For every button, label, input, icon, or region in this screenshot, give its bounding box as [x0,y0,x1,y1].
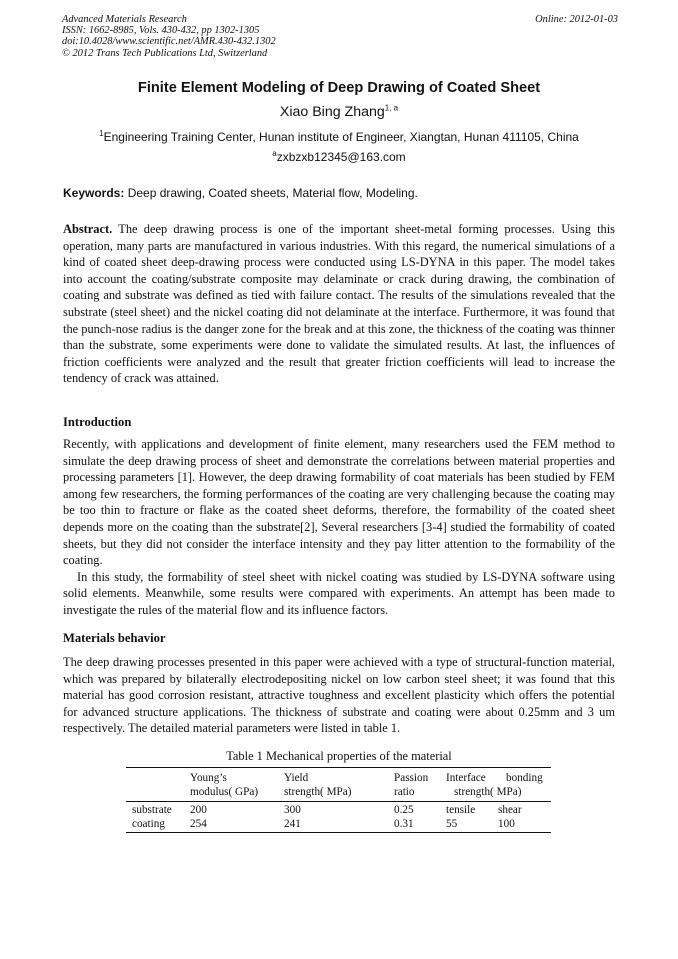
author-superscript: 1, a [384,103,399,113]
introduction-heading: Introduction [63,415,132,429]
materials-body [63,654,615,737]
header-bonding-2: strength( MPa) [454,786,522,799]
table-row [126,803,551,817]
table-row [126,817,551,831]
row-youngs: 200 [190,804,207,816]
introduction-paragraph-2: In this study, the formability of steel sheet with nickel coating was studied by LS-DYNA software using solid elements. Meanwhile, some results were compared with experiments. An attempt has been made to investigate the rules of the material flow and its influence factors. [63,569,615,617]
row-yield: 300 [284,804,301,816]
email-superscript: a [272,149,277,158]
materials-paragraph-1: The deep drawing processes presented in this paper were achieved with a type of structural-function material, which was prepared by bilaterally electrodepositing nickel on low carbon steel sheet; it was found that this material has good corrosion resistant, attractive toughness and excellent plasticity which offers the potential for advanced structure applications. The thickness of substrate and coating were about 0.25mm and 3 um respectively. The detailed material parameters were listed in table 1. [63,655,615,736]
row-interface: 55 [446,818,458,831]
row-bonding: 100 [498,818,515,831]
abstract [63,221,615,387]
table-body [126,802,551,832]
row-bonding: shear [498,804,522,816]
row-passion: 0.25 [394,804,414,816]
header-youngs-1: Young’s [190,772,227,784]
row-youngs: 254 [190,818,207,831]
table-header [126,768,551,801]
material-properties-table [126,767,551,833]
row-name: coating [132,818,165,831]
issn-line: ISSN: 1662-8985, Vols. 430-432, pp 1302-1305 [62,25,260,37]
keywords [63,186,615,200]
header-youngs-2: modulus( GPa) [190,786,259,799]
header-passion-1: Passion [394,772,429,784]
keywords-label: Keywords: [63,186,125,200]
journal-name: Advanced Materials Research [62,14,187,25]
header-yield-1: Yield [284,772,309,784]
paper-title: Finite Element Modeling of Deep Drawing of Coated Sheet [137,80,541,96]
row-yield: 241 [284,818,301,831]
materials-heading: Materials behavior [63,631,166,645]
abstract-label: Abstract. [63,222,113,236]
keywords-text: Deep drawing, Coated sheets, Material flow, Modeling. [124,186,418,200]
header-interface-1: Interface [446,772,486,784]
affiliation-text: Engineering Training Center, Hunan institute of Engineer, Xiangtan, Hunan 411105, China [103,130,579,144]
row-name: substrate [132,804,172,816]
introduction-paragraph-1: Recently, with applications and development of finite element, many researchers used the FEM method to simulate the deep drawing process of sheet and demonstrate the correlations between material properties and processing parameters [1]. However, the deep drawing formability of coat materials has been studied by FEM among few researchers, the forming performances of the coating are very challenging because the coating may be too thin to fracture or flake as the coated sheet deforms, therefore, the formability of the coated sheet depends more on the coating than the substrate[2], Several researchers [3-4] studied the formability of coated sheets, but they did not consider the interface intensity and they pay litter attention to the formability of the coating. [63,437,615,568]
row-interface: tensile [446,804,476,816]
abstract-text: The deep drawing process is one of the important sheet-metal forming processes. Using this operation, many parts are manufactured in various industries. With this regard, the numerical simulations of a kind of coated sheet deep-drawing process were conducted using LS-DYNA in this paper. The model takes into account the coating/substrate composite may delaminate or crack during drawing, the combination of coating and substrate was defined as tied with failure contact. The results of the simulations revealed that the substrate (steel sheet) and the nickel coating did not delaminate at the interface. Furthermore, it was found that the punch-nose radius is the danger zone for the break and at this zone, the thickness of the coating was thinner than the substrate, some experiments were done to validate the simulated results. At last, the influences of friction coefficients were analyzed and the result that greater friction coefficients will lead to increase the tendency of crack was attained. [63,222,615,386]
table-bottom-rule [126,832,551,833]
copyright-line: © 2012 Trans Tech Publications Ltd, Switzerland [62,47,268,59]
header-yield-2: strength( MPa) [284,786,352,799]
author-line [0,104,678,120]
header-bonding-1: bonding [506,772,543,784]
author-name: Xiao Bing Zhang [279,104,385,120]
affiliation-line [0,130,678,144]
header-passion-2: ratio [394,786,415,799]
email-line [0,150,678,164]
email-address: zxbzxb12345@163.com [276,150,406,164]
affiliation-superscript: 1 [99,129,104,138]
journal-header [62,14,618,59]
row-passion: 0.31 [394,818,414,831]
doi-line: doi:10.4028/www.scientific.net/AMR.430-432.1302 [62,36,276,48]
table-caption: Table 1 Mechanical properties of the material [226,749,452,763]
introduction-body [63,436,615,619]
online-date: Online: 2012-01-03 [535,14,618,25]
